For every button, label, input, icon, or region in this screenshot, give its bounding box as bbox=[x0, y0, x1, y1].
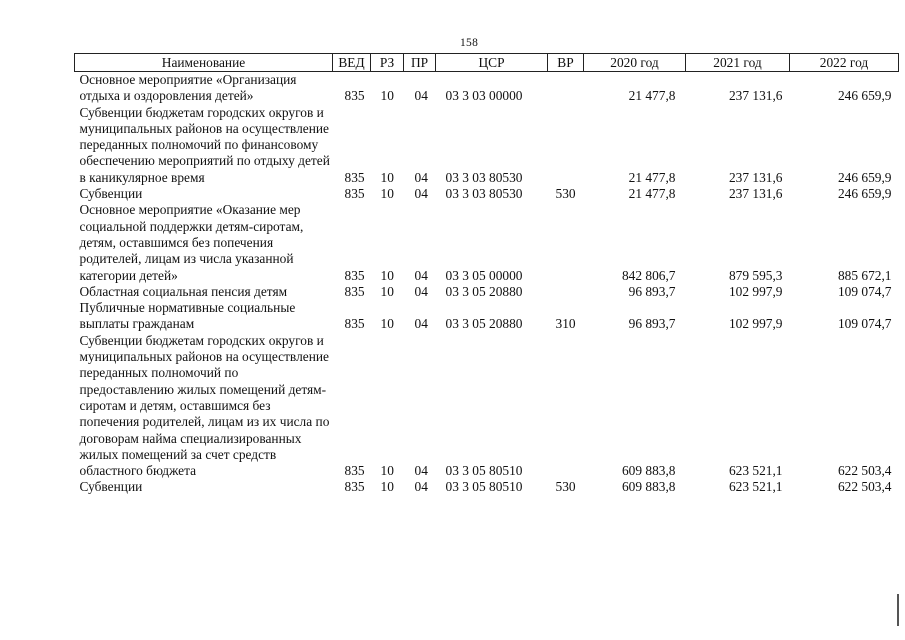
row-2021: 237 131,6 bbox=[728, 169, 783, 185]
row-rz: 10 bbox=[380, 267, 394, 283]
table-body bbox=[75, 72, 899, 496]
row-2020: 21 477,8 bbox=[628, 88, 676, 104]
scan-edge-mark bbox=[897, 594, 899, 626]
row-2022: 109 074,7 bbox=[837, 283, 892, 299]
row-2021: 623 521,1 bbox=[728, 479, 783, 495]
row-name: Областная социальная пенсия детям bbox=[79, 283, 288, 299]
row-2022: 246 659,9 bbox=[837, 88, 892, 104]
row-pr: 04 bbox=[414, 283, 428, 299]
table-row bbox=[75, 300, 899, 333]
table-header-row bbox=[75, 54, 899, 72]
table-row bbox=[75, 186, 899, 202]
row-2020: 609 883,8 bbox=[621, 479, 676, 495]
row-rz: 10 bbox=[380, 169, 394, 185]
row-2020: 21 477,8 bbox=[628, 186, 676, 202]
row-2021: 102 997,9 bbox=[728, 316, 783, 332]
row-vr bbox=[548, 202, 584, 283]
table-row bbox=[75, 479, 899, 495]
row-name: Субвенции bbox=[79, 186, 143, 202]
row-vr: 530 bbox=[555, 186, 576, 202]
row-ved: 835 bbox=[344, 316, 365, 332]
row-rz: 10 bbox=[380, 479, 394, 495]
row-2020: 96 893,7 bbox=[628, 316, 676, 332]
row-csr: 03 3 03 80530 bbox=[445, 186, 523, 202]
row-2021: 623 521,1 bbox=[728, 463, 783, 479]
table-row bbox=[75, 105, 899, 186]
row-csr: 03 3 05 20880 bbox=[445, 316, 523, 332]
row-rz: 10 bbox=[380, 186, 394, 202]
row-pr: 04 bbox=[414, 479, 428, 495]
row-csr: 03 3 03 00000 bbox=[445, 88, 523, 104]
header-pr: ПР bbox=[404, 54, 436, 72]
row-name: Основное мероприятие «Организация отдыха и оздоровления детей» bbox=[79, 72, 297, 104]
row-ved: 835 bbox=[344, 283, 365, 299]
row-vr bbox=[548, 105, 584, 186]
row-csr: 03 3 05 80510 bbox=[445, 479, 523, 495]
row-rz: 10 bbox=[380, 283, 394, 299]
row-2022: 246 659,9 bbox=[837, 186, 892, 202]
row-vr bbox=[548, 284, 584, 300]
row-pr: 04 bbox=[414, 88, 428, 104]
row-name: Публичные нормативные социальные выплаты гражданам bbox=[79, 300, 296, 332]
row-2020: 96 893,7 bbox=[628, 283, 676, 299]
row-name: Субвенции bbox=[79, 479, 143, 495]
header-name: Наименование bbox=[75, 54, 333, 72]
table-row bbox=[75, 202, 899, 283]
row-rz: 10 bbox=[380, 88, 394, 104]
row-ved: 835 bbox=[344, 463, 365, 479]
row-vr: 530 bbox=[555, 479, 576, 495]
row-pr: 04 bbox=[414, 463, 428, 479]
header-2022: 2022 год bbox=[790, 54, 899, 72]
row-csr: 03 3 03 80530 bbox=[445, 169, 523, 185]
header-ved: ВЕД bbox=[333, 54, 371, 72]
row-name: Основное мероприятие «Оказание мер социальной поддержки детям-сиротам, детям, оставшимся без попечения родителей, лицам из числа указанной категории детей» bbox=[79, 202, 304, 283]
header-vr: ВР bbox=[548, 54, 584, 72]
row-vr bbox=[548, 333, 584, 480]
row-vr: 310 bbox=[555, 316, 576, 332]
header-2020: 2020 год bbox=[584, 54, 686, 72]
row-ved: 835 bbox=[344, 267, 365, 283]
row-2022: 622 503,4 bbox=[837, 463, 892, 479]
budget-table bbox=[74, 53, 899, 496]
row-vr bbox=[548, 72, 584, 105]
row-csr: 03 3 05 80510 bbox=[445, 463, 523, 479]
row-2020: 842 806,7 bbox=[621, 267, 676, 283]
table-row bbox=[75, 284, 899, 300]
row-rz: 10 bbox=[380, 463, 394, 479]
header-2021: 2021 год bbox=[686, 54, 790, 72]
row-pr: 04 bbox=[414, 186, 428, 202]
row-2022: 885 672,1 bbox=[837, 267, 892, 283]
row-2020: 21 477,8 bbox=[628, 169, 676, 185]
row-name: Субвенции бюджетам городских округов и муниципальных районов на осуществление переданных полномочий по предоставлению жилых помещений детям-сиротам и детям, оставшимся без попечения родителей, лицам из их числа по договорам найма специализированных жилых помещений за счет средств областного бюджета bbox=[79, 332, 330, 479]
row-2021: 237 131,6 bbox=[728, 88, 783, 104]
row-2021: 237 131,6 bbox=[728, 186, 783, 202]
row-ved: 835 bbox=[344, 479, 365, 495]
row-rz: 10 bbox=[380, 316, 394, 332]
row-pr: 04 bbox=[414, 267, 428, 283]
table-row bbox=[75, 333, 899, 480]
row-name: Субвенции бюджетам городских округов и муниципальных районов на осуществление переданных полномочий по финансовому обеспечению мероприятий по отдыху детей в каникулярное время bbox=[79, 104, 330, 185]
header-rz: РЗ bbox=[371, 54, 404, 72]
row-pr: 04 bbox=[414, 316, 428, 332]
row-ved: 835 bbox=[344, 186, 365, 202]
row-csr: 03 3 05 00000 bbox=[445, 267, 523, 283]
row-2020: 609 883,8 bbox=[621, 463, 676, 479]
row-pr: 04 bbox=[414, 169, 428, 185]
row-2022: 109 074,7 bbox=[837, 316, 892, 332]
row-ved: 835 bbox=[344, 169, 365, 185]
row-2021: 102 997,9 bbox=[728, 283, 783, 299]
row-ved: 835 bbox=[344, 88, 365, 104]
page-number: 158 bbox=[460, 37, 479, 49]
row-2022: 622 503,4 bbox=[837, 479, 892, 495]
row-csr: 03 3 05 20880 bbox=[445, 283, 523, 299]
row-2021: 879 595,3 bbox=[728, 267, 783, 283]
header-csr: ЦСР bbox=[436, 54, 548, 72]
row-2022: 246 659,9 bbox=[837, 169, 892, 185]
table-row bbox=[75, 72, 899, 105]
